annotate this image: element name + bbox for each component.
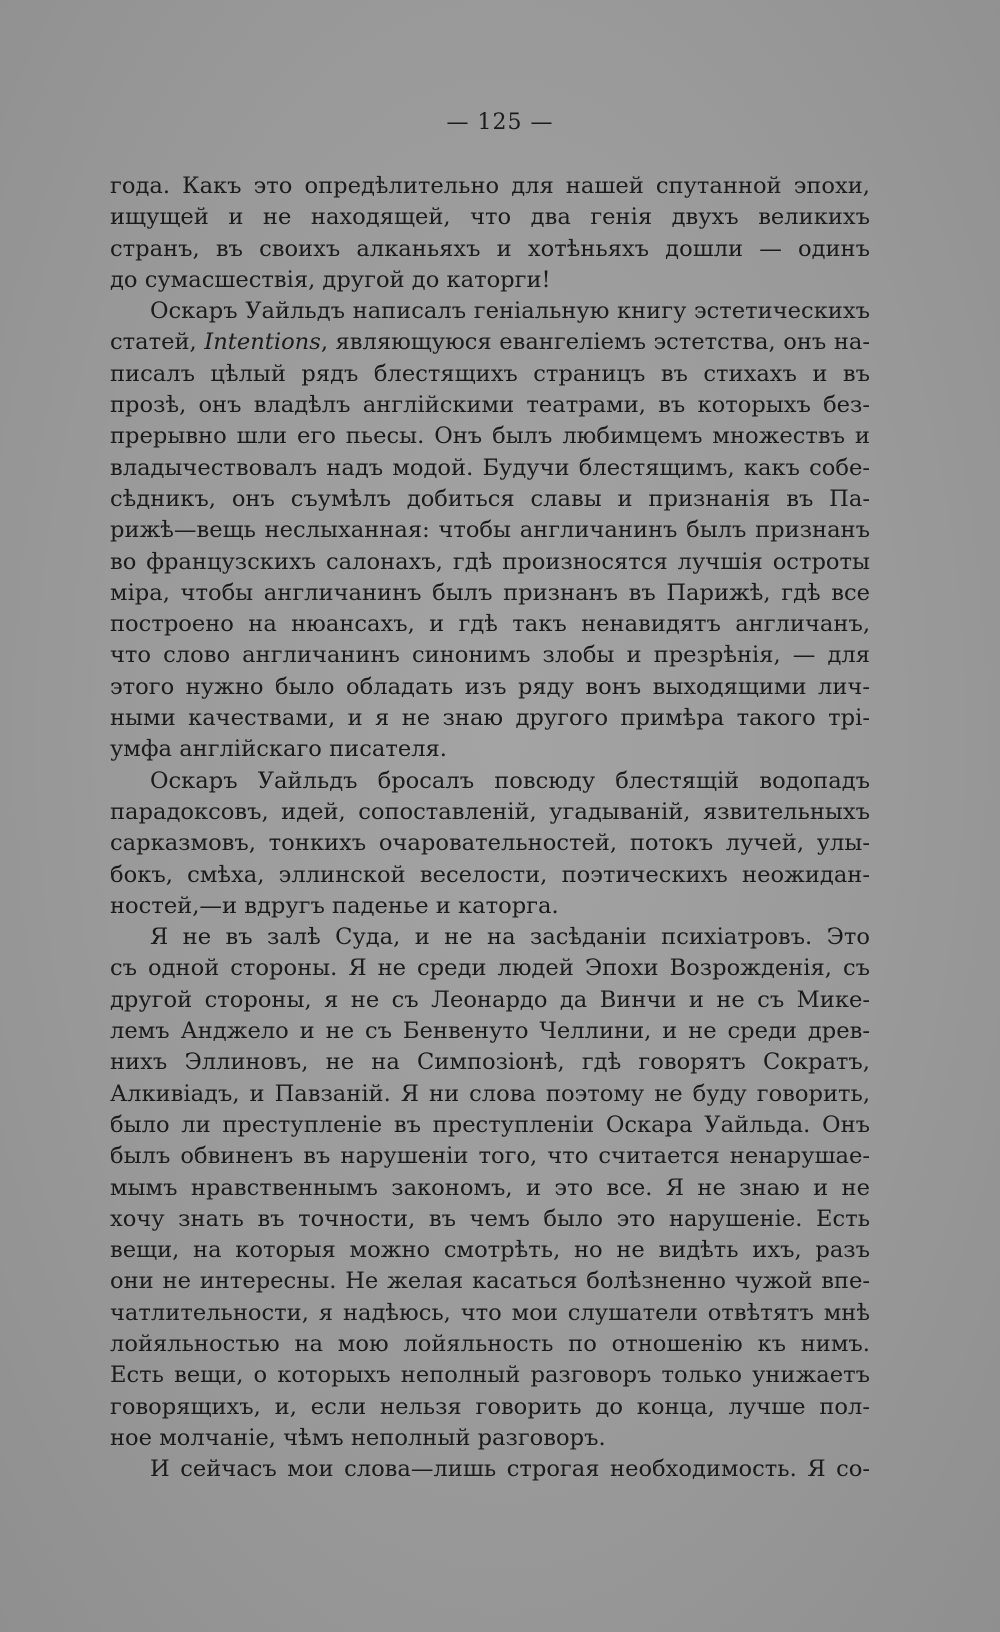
text-line: чатлительности, я надѣюсь, что мои слушатели отвѣтятъ мнѣ [110,1299,870,1326]
text-line: прерывно шли его пьесы. Онъ былъ любимцемъ множествъ и [110,423,870,450]
text-line: сѣдникъ, онъ съумѣлъ добиться славы и признанія въ Па- [110,485,870,512]
text-line: рижѣ—вещь неслыханная: чтобы англичанинъ былъ признанъ [110,517,870,544]
text-line: ищущей и не находящей, что два генія двухъ великихъ [110,204,870,231]
text-line: во французскихъ салонахъ, гдѣ произносятся лучшія остроты [110,548,870,575]
text-line: прозѣ, онъ владѣлъ англійскими театрами, въ которыхъ без- [110,392,870,419]
text-line: лойяльностью на мою лойяльность по отношенію къ нимъ. [110,1330,870,1357]
text-line: этого нужно было обладать изъ ряду вонъ выходящими лич- [110,673,870,700]
text-line: писалъ цѣлый рядъ блестящихъ страницъ въ стихахъ и въ [110,360,870,387]
text-line: ными качествами, и я не знаю другого примѣра такого трі- [110,705,870,732]
text-line: года. Какъ это опредѣлительно для нашей спутанной эпохи, [110,173,870,199]
text-line: умфа англійскаго писателя. [110,736,447,763]
text-line: построено на нюансахъ, и гдѣ такъ ненавидятъ англичанъ, [110,611,870,638]
text-line: былъ обвиненъ въ нарушеніи того, что считается ненарушае- [110,1143,870,1170]
text-line: было ли преступленіе въ преступленіи Оскара Уайльда. Онъ [110,1111,870,1138]
paragraph-start-line: И сейчасъ мои слова—лишь строгая необходимость. Я со- [150,1456,870,1483]
text-line: до сумасшествія, другой до каторги! [110,266,551,293]
text-line: ностей,—и вдругъ паденье и каторга. [110,892,559,919]
text-line [110,327,870,358]
text-line: Алкивіадъ, и Павзаній. Я ни слова поэтому не буду говорить, [110,1080,870,1107]
text-line: они не интересны. Не желая касаться болѣзненно чужой впе- [110,1268,870,1295]
text-line: мымъ нравственнымъ закономъ, и это все. Я не знаю и не [110,1174,870,1201]
paragraph-start-line: Оскаръ Уайльдъ написалъ геніальную книгу эстетическихъ [150,298,870,325]
text-line: сарказмовъ, тонкихъ очаровательностей, потокъ лучей, улы- [110,830,870,857]
text-line: странъ, въ своихъ алканьяхъ и хотѣньяхъ дошли — одинъ [110,235,870,262]
text-line: лемъ Анджело и не съ Бенвенуто Челлини, и не среди древ- [110,1018,870,1045]
text-line: парадоксовъ, идей, сопоставленій, угадываній, язвительныхъ [110,798,870,825]
text-line: хочу знать въ точности, въ чемъ было это нарушеніе. Есть [110,1205,870,1232]
text-line: Есть вещи, о которыхъ неполный разговоръ только унижаетъ [110,1362,870,1389]
paragraph-start-line: Я не въ залѣ Суда, и не на засѣданіи психіатровъ. Это [150,924,870,951]
text-line: говорящихъ, и, если нельзя говорить до конца, лучше пол- [110,1393,870,1420]
page-number: — 125 — [446,110,554,135]
text-line: владычествовалъ надъ модой. Будучи блестящимъ, какъ собе- [110,454,870,481]
text-line: бокъ, смѣха, эллинской веселости, поэтическихъ неожидан- [110,861,870,888]
text-line: вещи, на которыя можно смотрѣть, но не видѣть ихъ, разъ [110,1237,870,1264]
text-line: съ одной стороны. Я не среди людей Эпохи Возрожденія, съ [110,955,870,982]
text-line: другой стороны, я не съ Леонардо да Винчи и не съ Мике- [110,986,870,1013]
text-line: ное молчаніе, чѣмъ неполный разговоръ. [110,1424,606,1451]
body-text [110,171,870,1485]
book-title-italic: Intentions [204,329,321,356]
text-line: нихъ Эллиновъ, не на Симпозіонѣ, гдѣ говорятъ Сократъ, [110,1049,870,1076]
text-line: міра, чтобы англичанинъ былъ признанъ въ Парижѣ, гдѣ все [110,579,870,606]
text-fragment: статей, [110,329,205,356]
paragraph-start-line: Оскаръ Уайльдъ бросалъ повсюду блестящій водопадъ [150,767,870,794]
text-line: что слово англичанинъ синонимъ злобы и презрѣнія, — для [110,642,870,669]
text-fragment: , являющуюся евангеліемъ эстетства, онъ на- [320,329,870,356]
